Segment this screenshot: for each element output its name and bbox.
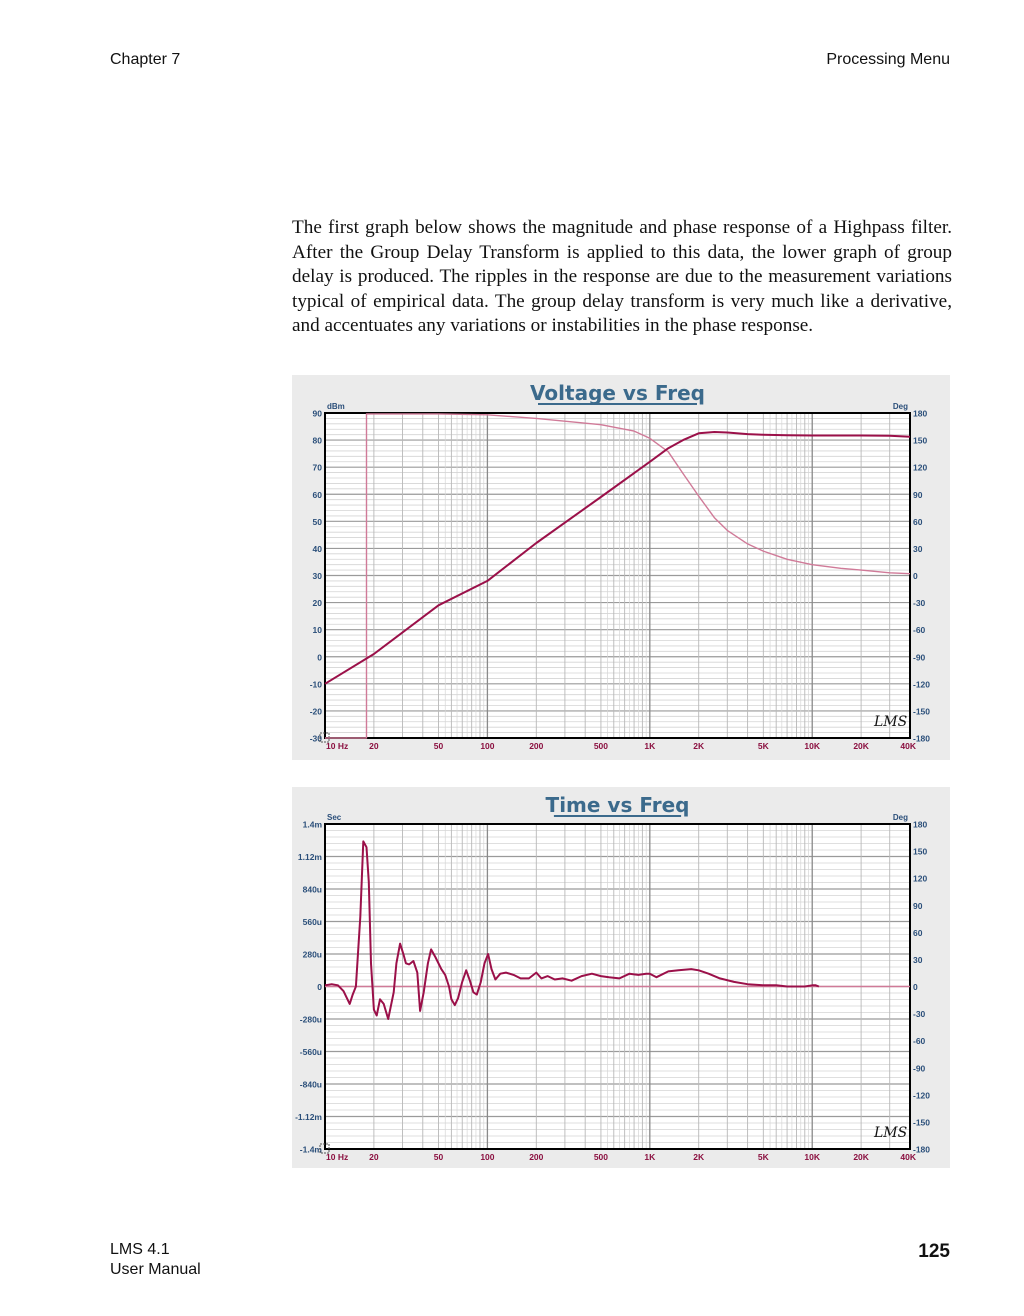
y-tick-label-right: 0 [913, 571, 918, 581]
footer-version: LMS 4.1 [110, 1241, 170, 1258]
y-tick-label-left: 90 [312, 408, 322, 419]
chapter-header: Chapter 7 [110, 51, 181, 68]
y-tick-label-left: -840u [299, 1079, 322, 1090]
y-tick-label-right: 150 [913, 846, 928, 857]
voltage-vs-freq-chart [292, 375, 950, 760]
y-axis-label-right: Deg [892, 813, 908, 822]
y-tick-label-right: 60 [913, 927, 923, 938]
time-vs-freq-svg [292, 787, 950, 1168]
y-tick-label-left: 50 [312, 516, 322, 527]
x-tick-label: 500 [593, 741, 609, 751]
x-tick-label: 200 [529, 1152, 544, 1162]
y-tick-label-left: 60 [312, 489, 322, 500]
y-tick-label-right: -180 [913, 1144, 931, 1155]
y-tick-label-left: 280u [302, 949, 322, 960]
y-tick-label-left: 70 [312, 462, 322, 473]
y-tick-label-left: 10 [312, 625, 322, 636]
x-tick-label: 20K [853, 1152, 869, 1162]
y-tick-label-left: -560u [299, 1047, 322, 1057]
y-tick-label-right: -30 [913, 598, 926, 609]
x-tick-label: 200 [529, 741, 544, 751]
y-tick-label-left: 40 [312, 543, 322, 554]
y-tick-label-left: 20 [312, 598, 322, 609]
y-tick-label-right: -120 [913, 679, 931, 690]
y-tick-label-left: -30 [309, 733, 322, 744]
y-tick-label-left: 30 [312, 571, 322, 581]
y-tick-label-left: 80 [312, 435, 322, 446]
time-vs-freq-chart [292, 787, 950, 1168]
x-tick-label: 40K [900, 741, 916, 751]
body-paragraph: The first graph below shows the magnitude and phase response of a Highpass filter. After the Group Delay Transform is applied to this data, the lower graph of group delay is produced. The ripples in the response are due to the measurement variations typical of empirical data. The group delay transform is very much like a derivative, and accentuates any variations or instabilities in the phase response. [292, 217, 952, 337]
x-tick-label: 40K [900, 1152, 916, 1162]
y-tick-label-left: 0 [317, 652, 322, 663]
y-tick-label-left: 1.4m [302, 819, 322, 830]
y-tick-label-right: 180 [913, 408, 928, 419]
y-tick-label-right: -90 [913, 1063, 926, 1074]
y-tick-label-right: -150 [913, 1117, 931, 1128]
y-tick-label-right: 90 [913, 489, 923, 500]
lms-watermark: LMS [874, 1125, 908, 1141]
y-tick-label-left: -280u [299, 1014, 322, 1025]
voltage-vs-freq-svg [292, 375, 950, 760]
x-tick-label: 5K [757, 741, 769, 751]
y-tick-label-left: 0 [317, 982, 322, 992]
x-tick-label: 2K [693, 1152, 705, 1162]
y-tick-label-left: -1.4m [299, 1144, 322, 1155]
x-tick-label: 10K [804, 741, 821, 751]
y-axis-label-left: dBm [327, 402, 345, 411]
y-tick-label-left: -10 [309, 679, 322, 690]
footer-manual: User Manual [110, 1261, 201, 1278]
page-number: 125 [918, 1241, 950, 1262]
y-tick-label-right: 90 [913, 900, 923, 911]
y-tick-label-right: -90 [913, 652, 926, 663]
y-tick-label-right: -30 [913, 1009, 926, 1020]
x-tick-label: 20 [369, 741, 379, 751]
x-tick-label: 5K [757, 1152, 769, 1162]
lms-watermark: LMS [874, 714, 908, 730]
chart-title: Voltage vs Freq [530, 381, 705, 405]
y-tick-label-right: 180 [913, 819, 928, 830]
y-tick-label-right: -150 [913, 706, 931, 717]
y-tick-label-right: 30 [913, 543, 923, 554]
y-axis-label-left: Sec [327, 813, 342, 822]
y-tick-label-right: 150 [913, 435, 928, 446]
x-tick-label: 10 Hz [326, 1152, 349, 1162]
x-tick-label: 50 [433, 741, 444, 751]
y-tick-label-left: 1.12m [297, 852, 322, 862]
y-tick-label-left: 560u [302, 917, 322, 927]
x-tick-label: 100 [480, 1152, 495, 1162]
section-header: Processing Menu [826, 51, 950, 68]
x-tick-label: 50 [433, 1152, 444, 1162]
chart-title: Time vs Freq [545, 793, 690, 817]
y-tick-label-right: 60 [913, 516, 923, 527]
y-tick-label-right: 120 [913, 462, 928, 473]
x-tick-label: 20 [369, 1152, 379, 1162]
x-tick-label: 1K [644, 741, 656, 751]
y-tick-label-left: 840u [302, 884, 322, 895]
x-tick-label: 1K [644, 1152, 656, 1162]
y-axis-label-right: Deg [892, 402, 908, 411]
y-tick-label-right: -60 [913, 625, 926, 636]
y-tick-label-left: -20 [309, 706, 322, 717]
x-tick-label: 10 Hz [326, 741, 349, 751]
y-tick-label-right: -60 [913, 1036, 926, 1047]
x-tick-label: 500 [593, 1152, 609, 1162]
x-tick-label: 100 [480, 741, 495, 751]
x-tick-label: 20K [853, 741, 869, 751]
y-tick-label-right: 120 [913, 873, 928, 884]
y-tick-label-right: 30 [913, 954, 923, 965]
y-tick-label-right: 0 [913, 982, 918, 992]
y-tick-label-right: -180 [913, 733, 931, 744]
y-tick-label-left: -1.12m [295, 1112, 322, 1122]
x-tick-label: 10K [804, 1152, 821, 1162]
y-tick-label-right: -120 [913, 1090, 931, 1101]
x-tick-label: 2K [693, 741, 705, 751]
